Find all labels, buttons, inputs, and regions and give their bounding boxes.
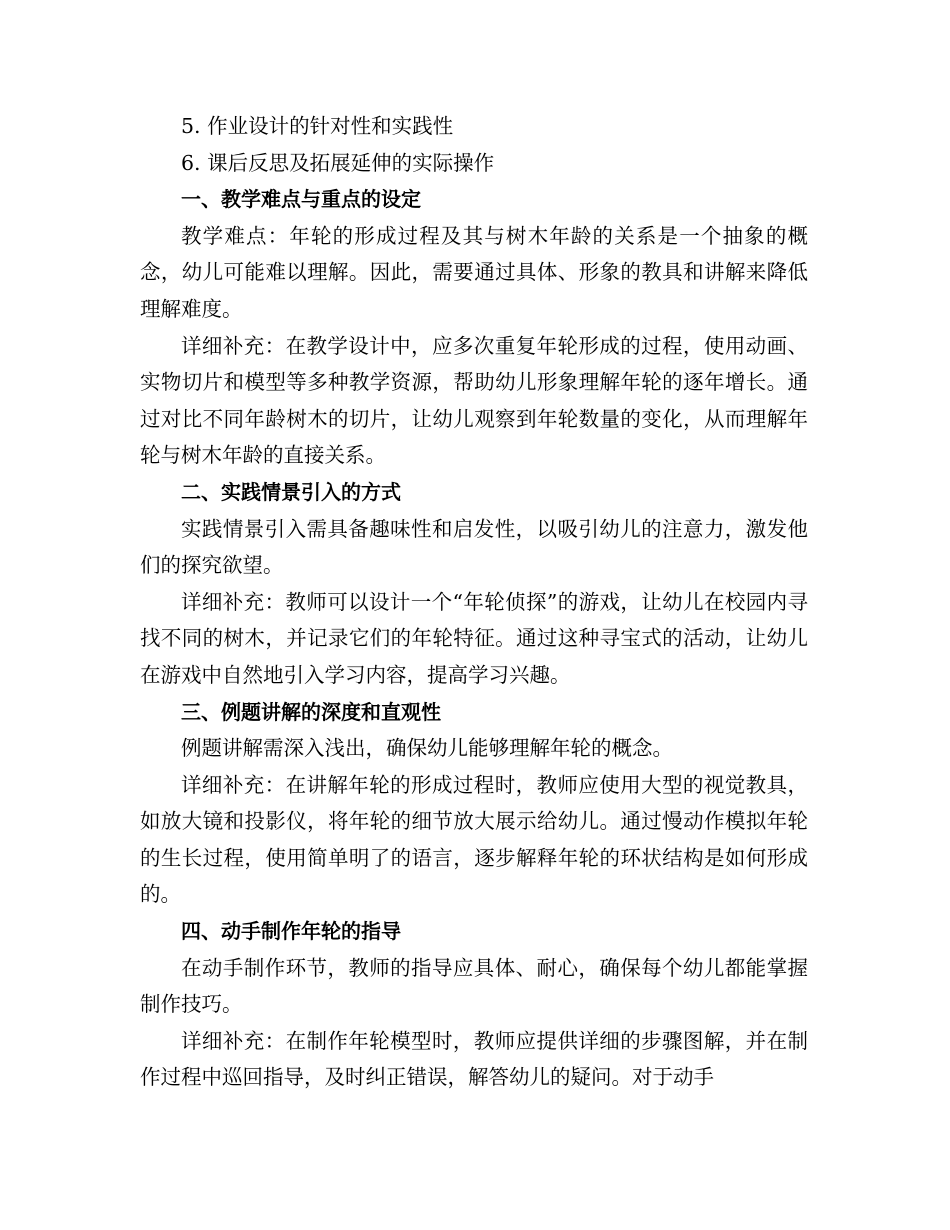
section-2-paragraph-1: 实践情景引入需具备趣味性和启发性，以吸引幼儿的注意力，激发他们的探究欲望。 [140,516,808,578]
document-body [140,108,808,1096]
section-1-paragraph-2: 详细补充：在教学设计中，应多次重复年轮形成的过程，使用动画、实物切片和模型等多种教学资源，帮助幼儿形象理解年轮的逐年增长。通过对比不同年龄树木的切片，让幼儿观察到年轮数量的变化，从而理解年轮与树木年龄的直接关系。 [140,333,808,468]
list-item-6: 6. 课后反思及拓展延伸的实际操作 [181,150,495,175]
section-heading-4: 四、动手制作年轮的指导 [181,919,401,944]
section-2-paragraph-2: 详细补充：教师可以设计一个“年轮侦探”的游戏，让幼儿在校园内寻找不同的树木，并记录它们的年轮特征。通过这种寻宝式的活动，让幼儿在游戏中自然地引入学习内容，提高学习兴趣。 [140,589,808,687]
section-heading-1: 一、教学难点与重点的设定 [181,187,421,212]
section-4-paragraph-2: 详细补充：在制作年轮模型时，教师应提供详细的步骤图解，并在制作过程中巡回指导，及时纠正错误，解答幼儿的疑问。对于动手 [140,1028,808,1090]
section-3-paragraph-2: 详细补充：在讲解年轮的形成过程时，教师应使用大型的视觉教具，如放大镜和投影仪，将年轮的细节放大展示给幼儿。通过慢动作模拟年轮的生长过程，使用简单明了的语言，逐步解释年轮的环状结构是如何形成的。 [140,772,808,907]
section-heading-2: 二、实践情景引入的方式 [181,479,401,504]
section-1-paragraph-1: 教学难点：年轮的形成过程及其与树木年龄的关系是一个抽象的概念，幼儿可能难以理解。因此，需要通过具体、形象的教具和讲解来降低理解难度。 [140,223,808,321]
section-heading-3: 三、例题讲解的深度和直观性 [181,699,441,724]
section-3-paragraph-1: 例题讲解需深入浅出，确保幼儿能够理解年轮的概念。 [181,736,673,761]
section-4-paragraph-1: 在动手制作环节，教师的指导应具体、耐心，确保每个幼儿都能掌握制作技巧。 [140,955,808,1017]
list-item-5: 5. 作业设计的针对性和实践性 [181,114,454,138]
